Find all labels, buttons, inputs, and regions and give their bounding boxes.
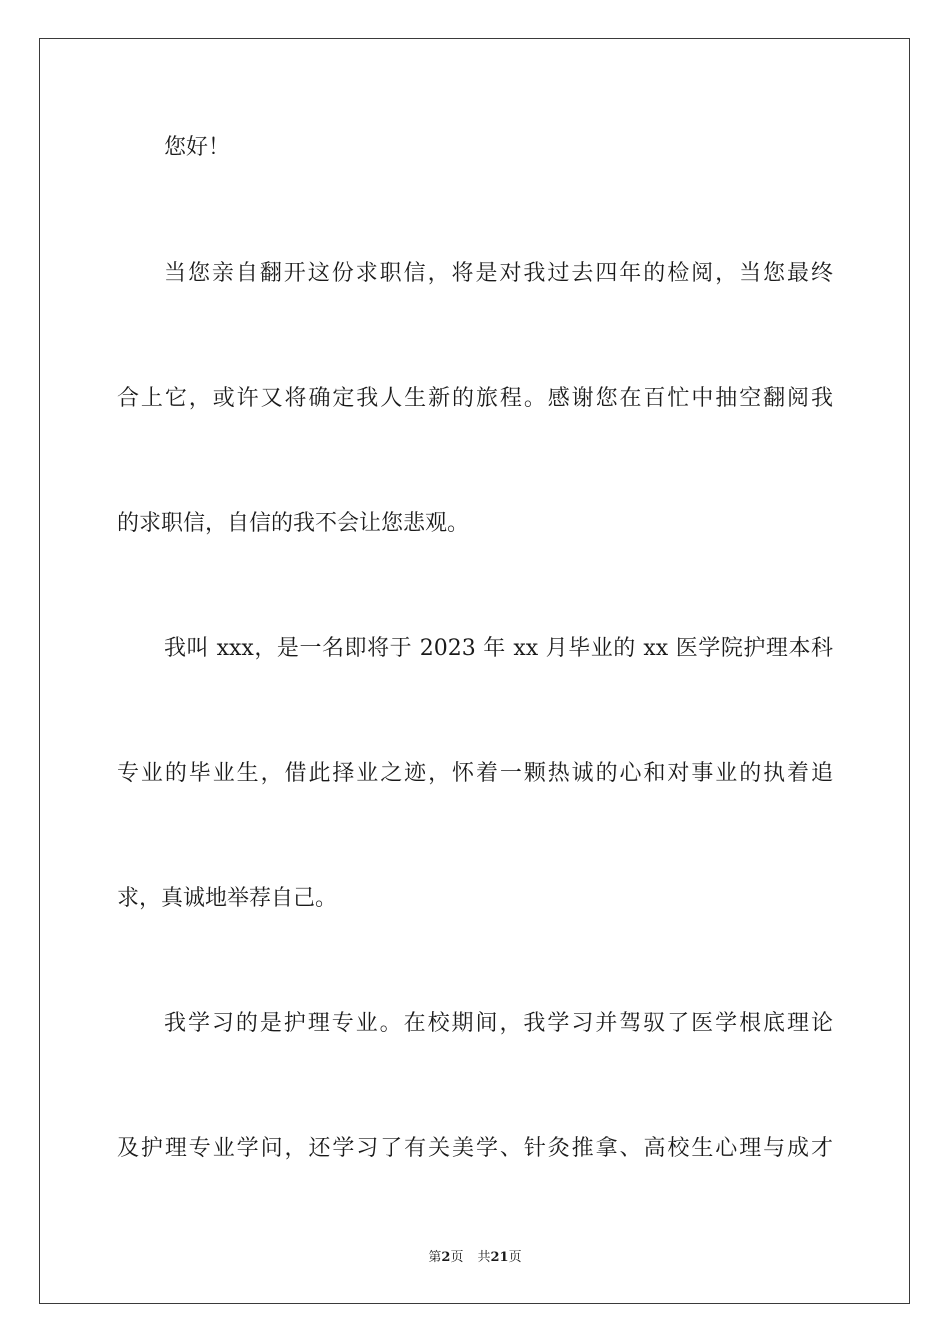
page-frame: [39, 38, 910, 1304]
total-suffix: 页: [508, 1250, 522, 1265]
page-suffix: 页: [450, 1250, 464, 1265]
paragraph-3-line-2: 及护理专业学问，还学习了有关美学、针灸推拿、高校生心理与成才: [117, 1136, 833, 1161]
page-number: 2: [441, 1250, 451, 1265]
total-prefix: 共: [477, 1250, 491, 1265]
paragraph-3-line-1: 我学习的是护理专业。在校期间，我学习并驾驭了医学根底理论: [164, 1011, 833, 1036]
greeting-line: 您好！: [164, 135, 231, 160]
paragraph-1-line-1: 当您亲自翻开这份求职信，将是对我过去四年的检阅，当您最终: [164, 261, 833, 286]
paragraph-2-line-3: 求，真诚地举荐自己。: [117, 886, 338, 911]
paragraph-2-line-2: 专业的毕业生，借此择业之迹，怀着一颗热诚的心和对事业的执着追: [117, 761, 833, 786]
total-pages: 21: [490, 1250, 509, 1265]
paragraph-1-line-3: 的求职信，自信的我不会让您悲观。: [117, 511, 470, 536]
page-footer: [0, 1246, 950, 1265]
paragraph-2-line-1: 我叫 xxx，是一名即将于 2023 年 xx 月毕业的 xx 医学院护理本科: [164, 636, 833, 661]
paragraph-1-line-2: 合上它，或许又将确定我人生新的旅程。感谢您在百忙中抽空翻阅我: [117, 386, 833, 411]
page-prefix: 第: [428, 1250, 442, 1265]
